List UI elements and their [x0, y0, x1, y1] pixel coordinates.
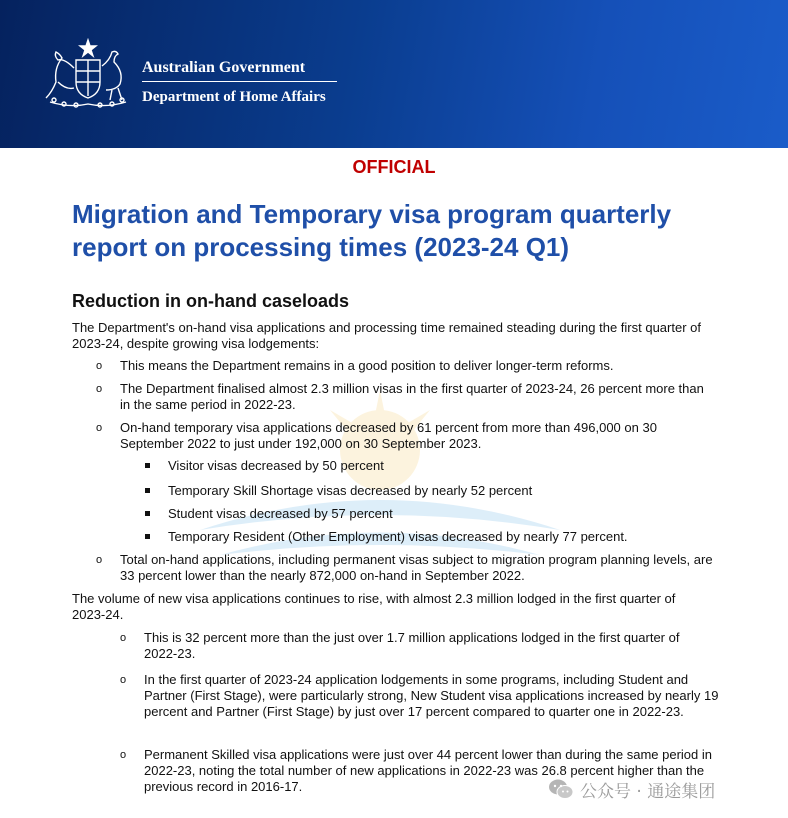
wechat-icon — [548, 778, 574, 800]
bullet-marker: o — [96, 360, 103, 372]
square-bullet-icon — [145, 488, 150, 493]
list-item: On-hand temporary visa applications decreased by 61 percent from more than 496,000 on 30 September 2022 to just under 192,000 on 30 September 2023. — [120, 420, 657, 451]
sub-list-item: Visitor visas decreased by 50 percent — [168, 458, 384, 473]
header-banner — [0, 0, 788, 148]
bullet-marker: o — [96, 422, 103, 434]
document-title: Migration and Temporary visa program quarterly report on processing times (2023-24 Q1) — [72, 199, 672, 262]
sub-list-item: Temporary Skill Shortage visas decreased by nearly 52 percent — [168, 483, 533, 498]
bullet-marker: o — [120, 749, 127, 761]
square-bullet-icon — [145, 511, 150, 516]
list-item: The Department finalised almost 2.3 million visas in the first quarter of 2023-24, 26 percent more than in the same period in 2022-23. — [120, 381, 704, 412]
sub-list-item: Student visas decreased by 57 percent — [168, 506, 393, 521]
square-bullet-icon — [145, 534, 150, 539]
lodgement-paragraph: The volume of new visa applications continues to rise, with almost 2.3 million lodged in the first quarter of 2023-24. — [72, 591, 676, 622]
coat-of-arms-icon — [40, 38, 136, 110]
list-item: This means the Department remains in a good position to deliver longer-term reforms. — [120, 358, 614, 373]
intro-paragraph: The Department's on-hand visa applications and processing time remained steading during the first quarter of 2023-24, despite growing visa lodgements: — [72, 320, 701, 351]
bullet-marker: o — [96, 554, 103, 566]
bullet-marker: o — [120, 632, 127, 644]
list-item: Total on-hand applications, including permanent visas subject to migration program planning levels, are 33 percent lower than the nearly 872,000 on-hand in September 2022. — [120, 552, 713, 583]
sub-list-item: Temporary Resident (Other Employment) visas decreased by nearly 77 percent. — [168, 529, 628, 544]
department-label: Department of Home Affairs — [142, 89, 326, 105]
section-heading: Reduction in on-hand caseloads — [72, 291, 350, 311]
watermark-text: 公众号 · 通途集团 — [580, 781, 716, 802]
bullet-marker: o — [96, 383, 103, 395]
header-divider — [142, 81, 337, 82]
list-item: Permanent Skilled visa applications were just over 44 percent lower than during the same period in 2022-23, noting the total number of new applications in 2022-23 was 26.8 percent higher than the previous record in 2016-17. — [144, 747, 712, 794]
wechat-watermark — [548, 777, 715, 801]
bullet-marker: o — [120, 674, 127, 686]
australian-government-label: Australian Government — [142, 59, 306, 76]
classification-marking: OFFICIAL — [352, 157, 436, 177]
agency-name — [142, 58, 337, 106]
list-item: In the first quarter of 2023-24 application lodgements in some programs, including Student and Partner (First Stage), were particularly strong, New Student visa applications increased by nearly 19 percent and Partner (First Stage) by just over 17 percent compared to quarter one in 2022-23. — [144, 672, 719, 719]
list-item: This is 32 percent more than the just over 1.7 million applications lodged in the first quarter of 2022-23. — [144, 630, 680, 661]
square-bullet-icon — [145, 463, 150, 468]
